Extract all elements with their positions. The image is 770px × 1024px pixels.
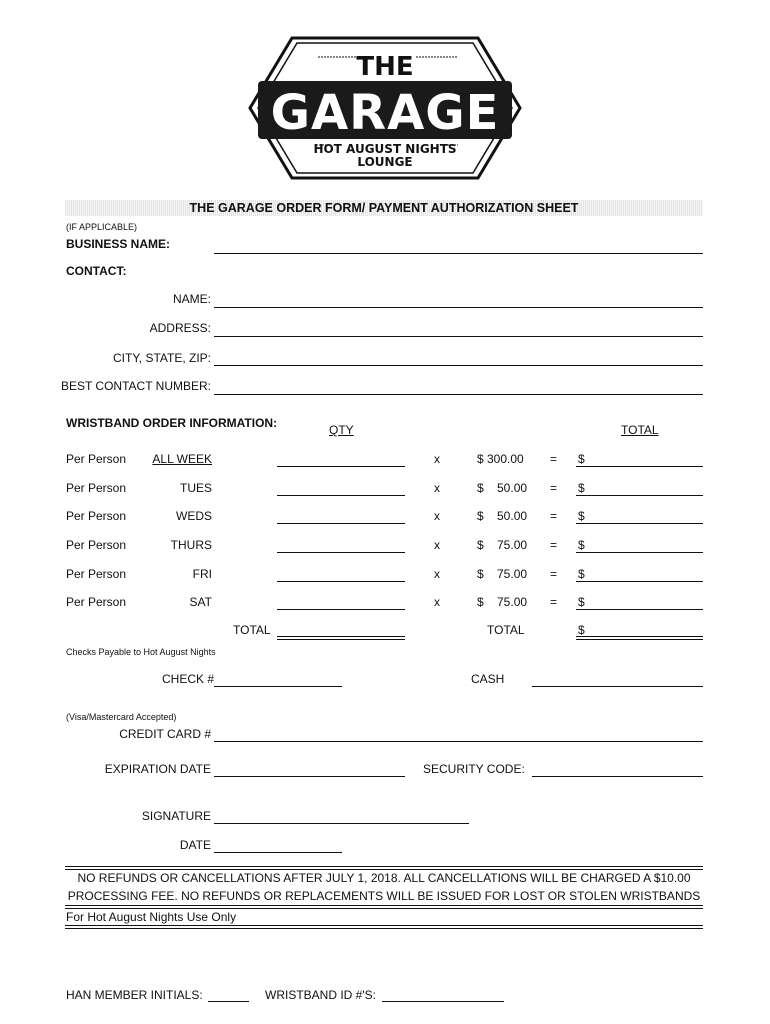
amount-total-label: TOTAL — [487, 623, 525, 637]
logo-sub2: LOUNGE — [357, 155, 413, 169]
logo-sub1: HOT AUGUST NIGHTS — [313, 142, 457, 156]
row-dollar: $ — [578, 452, 585, 466]
row-qty-field[interactable] — [277, 466, 405, 467]
han-initials-field[interactable] — [208, 1001, 249, 1002]
row-day: ALL WEEK — [152, 452, 212, 466]
contact-label: CONTACT: — [66, 264, 127, 278]
wristband-ids-field[interactable] — [382, 1001, 504, 1002]
row-price: $ 50.00 — [477, 481, 528, 495]
expiration-field[interactable] — [214, 776, 405, 777]
row-label: Per Person — [66, 509, 127, 523]
name-label: NAME: — [172, 292, 211, 306]
row-price: $ 75.00 — [477, 567, 528, 581]
qty-header: QTY — [329, 423, 354, 437]
wristband-ids-label: WRISTBAND ID #'S: — [265, 988, 376, 1002]
city-state-zip-field[interactable] — [214, 365, 703, 366]
row-dollar: $ — [578, 567, 585, 581]
row-price: $ 300.00 — [477, 452, 524, 466]
row-day: WEDS — [176, 509, 212, 523]
visa-mastercard-note: (Visa/Mastercard Accepted) — [66, 712, 177, 722]
row-equals: = — [550, 595, 558, 609]
han-initials-label: HAN MEMBER INITIALS: — [66, 988, 203, 1002]
row-equals: = — [550, 509, 558, 523]
row-total-field[interactable] — [576, 609, 703, 610]
row-qty-field[interactable] — [277, 495, 405, 496]
notice-line-1: NO REFUNDS OR CANCELLATIONS AFTER JULY 1, 2018. ALL CANCELLATIONS WILL BE CHARGED A $10.00 — [77, 871, 691, 885]
row-day: THURS — [170, 538, 212, 552]
signature-field[interactable] — [214, 823, 469, 824]
business-name-field[interactable] — [214, 253, 703, 254]
security-code-field[interactable] — [532, 776, 703, 777]
row-times: x — [434, 509, 440, 523]
row-dollar: $ — [578, 538, 585, 552]
address-label: ADDRESS: — [149, 321, 211, 335]
row-price: $ 50.00 — [477, 509, 528, 523]
logo-garage: GARAGE — [270, 85, 500, 141]
row-label: Per Person — [66, 595, 127, 609]
row-times: x — [434, 538, 440, 552]
row-total-field[interactable] — [576, 523, 703, 524]
notice-line-2: PROCESSING FEE. NO REFUNDS OR REPLACEMENTS WILL BE ISSUED FOR LOST OR STOLEN WRISTBANDS — [67, 889, 701, 903]
row-dollar: $ — [578, 595, 585, 609]
business-name-label: BUSINESS NAME: — [66, 237, 171, 251]
amount-total-field[interactable] — [576, 636, 703, 640]
row-total-field[interactable] — [576, 495, 703, 496]
row-label: Per Person — [66, 538, 127, 552]
row-label: Per Person — [66, 481, 127, 495]
row-equals: = — [550, 452, 558, 466]
row-times: x — [434, 595, 440, 609]
row-equals: = — [550, 481, 558, 495]
best-contact-field[interactable] — [214, 394, 703, 395]
row-total-field[interactable] — [576, 466, 703, 467]
row-label: Per Person — [66, 567, 127, 581]
logo-the: THE — [356, 52, 414, 82]
amount-total-dollar: $ — [578, 623, 585, 637]
signature-label: SIGNATURE — [141, 809, 211, 823]
row-times: x — [434, 452, 440, 466]
qty-total-field[interactable] — [277, 636, 405, 640]
row-equals: = — [550, 567, 558, 581]
total-header: TOTAL — [621, 423, 659, 437]
check-number-label: CHECK # — [162, 672, 215, 686]
date-field[interactable] — [214, 852, 342, 853]
row-label: Per Person — [66, 452, 127, 466]
han-use-only-label: For Hot August Nights Use Only — [66, 910, 237, 924]
row-price: $ 75.00 — [477, 538, 528, 552]
row-total-field[interactable] — [576, 552, 703, 553]
han-use-only-rule — [65, 925, 703, 929]
address-field[interactable] — [214, 336, 703, 337]
check-number-field[interactable] — [214, 686, 342, 687]
row-qty-field[interactable] — [277, 609, 405, 610]
row-equals: = — [550, 538, 558, 552]
city-state-zip-label: CITY, STATE, ZIP: — [112, 351, 211, 365]
expiration-label: EXPIRATION DATE — [104, 762, 211, 776]
row-day: TUES — [179, 481, 212, 495]
row-times: x — [434, 567, 440, 581]
row-price: $ 75.00 — [477, 595, 528, 609]
form-title: THE GARAGE ORDER FORM/ PAYMENT AUTHORIZATION SHEET — [65, 200, 703, 216]
the-garage-logo — [248, 35, 522, 181]
row-dollar: $ — [578, 481, 585, 495]
row-qty-field[interactable] — [277, 552, 405, 553]
row-total-field[interactable] — [576, 581, 703, 582]
cash-field[interactable] — [532, 686, 703, 687]
row-dollar: $ — [578, 509, 585, 523]
row-qty-field[interactable] — [277, 581, 405, 582]
date-label: DATE — [179, 838, 211, 852]
cash-label: CASH — [471, 672, 505, 686]
notice-bottom-rule — [65, 905, 703, 909]
credit-card-label: CREDIT CARD # — [119, 727, 211, 741]
credit-card-field[interactable] — [214, 741, 703, 742]
row-day: FRI — [192, 567, 212, 581]
row-day: SAT — [189, 595, 212, 609]
if-applicable-note: (IF APPLICABLE) — [66, 222, 138, 232]
row-times: x — [434, 481, 440, 495]
notice-top-rule — [65, 866, 703, 870]
wristband-info-label: WRISTBAND ORDER INFORMATION: — [66, 416, 278, 430]
name-field[interactable] — [214, 307, 703, 308]
checks-payable-note: Checks Payable to Hot August Nights — [66, 647, 216, 657]
row-qty-field[interactable] — [277, 523, 405, 524]
security-code-label: SECURITY CODE: — [423, 762, 525, 776]
best-contact-label: BEST CONTACT NUMBER: — [60, 379, 211, 393]
qty-total-label: TOTAL — [233, 623, 271, 637]
